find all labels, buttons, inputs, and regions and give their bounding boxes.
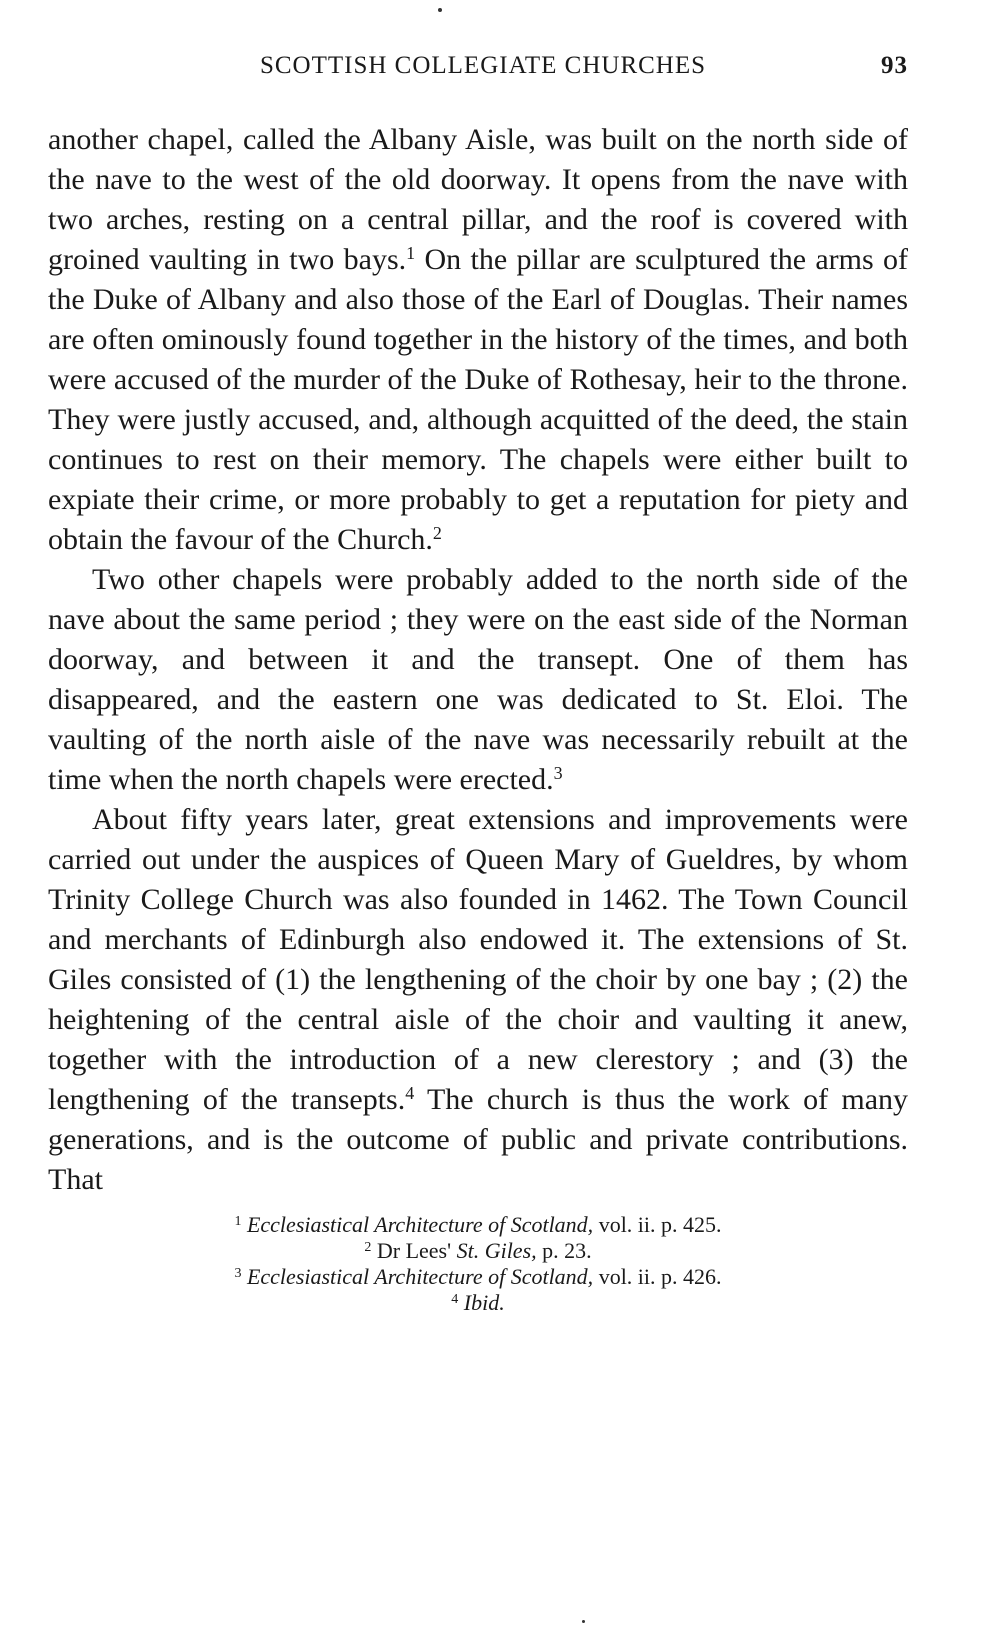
footnote-ref-2: 2 bbox=[432, 523, 442, 543]
footnote-text: p. 23. bbox=[536, 1238, 592, 1263]
paragraph-3 bbox=[48, 800, 908, 1200]
page-number: 93 bbox=[881, 52, 908, 79]
footnote-text: vol. ii. p. 425. bbox=[593, 1212, 722, 1237]
text-segment: another chapel, called the Albany Aisle, was built on the north side of the nave to the west of the old doorway. It opens from the nave with two arches, resting on a central pillar, and the roof is covered with groined vaulting in two bays. bbox=[48, 123, 908, 276]
paragraph-1 bbox=[48, 120, 908, 560]
text-segment: Two other chapels were probably added to the north side of the nave about the same period ; they were on the east side of the Norman doorway, and between it and the transept. One of them has disappeared, and the eastern one was dedicated to St. Eloi. The vaulting of the north aisle of the nave was necessarily rebuilt at the time when the north chapels were erected. bbox=[48, 563, 908, 796]
footnote-italic: St. Giles, bbox=[456, 1238, 537, 1263]
footnote-1 bbox=[48, 1212, 908, 1238]
footnote-3 bbox=[48, 1264, 908, 1290]
footnote-mark: 4 bbox=[451, 1292, 459, 1307]
footnote-italic: Ibid. bbox=[463, 1290, 505, 1315]
footnote-text: vol. ii. p. 426. bbox=[593, 1264, 722, 1289]
text-segment: About fifty years later, great extensions and improvements were carried out under the auspices of Queen Mary of Gueldres, by whom Trinity College Church was also founded in 1462. The Town Council and merchants of Edinburgh also endowed it. The extensions of St. Giles consisted of (1) the lengthening of the choir by one bay ; (2) the heightening of the central aisle of the choir and vaulting it anew, together with the introduction of a new clerestory ; and (3) the lengthening of the transepts. bbox=[48, 803, 908, 1116]
footnote-ref-3: 3 bbox=[553, 763, 563, 783]
footnote-mark: 1 bbox=[234, 1214, 242, 1229]
footnote-italic: Ecclesiastical Architecture of Scotland, bbox=[246, 1212, 594, 1237]
paragraph-2 bbox=[48, 560, 908, 800]
text-segment: On the pillar are sculptured the arms of the Duke of Albany and also those of the Earl of Douglas. Their names are often ominously found together in the history of the times, and both were accused of the murder of the Duke of Rothesay, heir to the throne. They were justly accused, and, although acquitted of the deed, the stain continues to rest on their memory. The chapels were either built to expiate their crime, or more probably to get a reputation for piety and obtain the favour of the Church. bbox=[48, 243, 908, 556]
footnote-2 bbox=[48, 1238, 908, 1264]
footnote-ref-1: 1 bbox=[406, 243, 416, 263]
footnote-italic: Ecclesiastical Architecture of Scotland, bbox=[246, 1264, 594, 1289]
footnote-text: Dr Lees' bbox=[376, 1238, 457, 1263]
print-speck bbox=[582, 1620, 585, 1623]
running-head bbox=[48, 52, 908, 92]
footnote-ref-4: 4 bbox=[405, 1083, 415, 1103]
footnote-4 bbox=[48, 1290, 908, 1316]
body-text bbox=[48, 120, 908, 1200]
running-title: SCOTTISH COLLEGIATE CHURCHES bbox=[259, 52, 707, 79]
print-speck bbox=[438, 8, 442, 12]
book-page bbox=[48, 52, 908, 1316]
text-segment: The church is thus the work of many generations, and is the outcome of public and private contributions. That bbox=[48, 1083, 909, 1196]
footnote-mark: 3 bbox=[234, 1266, 242, 1281]
footnotes bbox=[48, 1212, 908, 1316]
footnote-mark: 2 bbox=[364, 1240, 372, 1255]
